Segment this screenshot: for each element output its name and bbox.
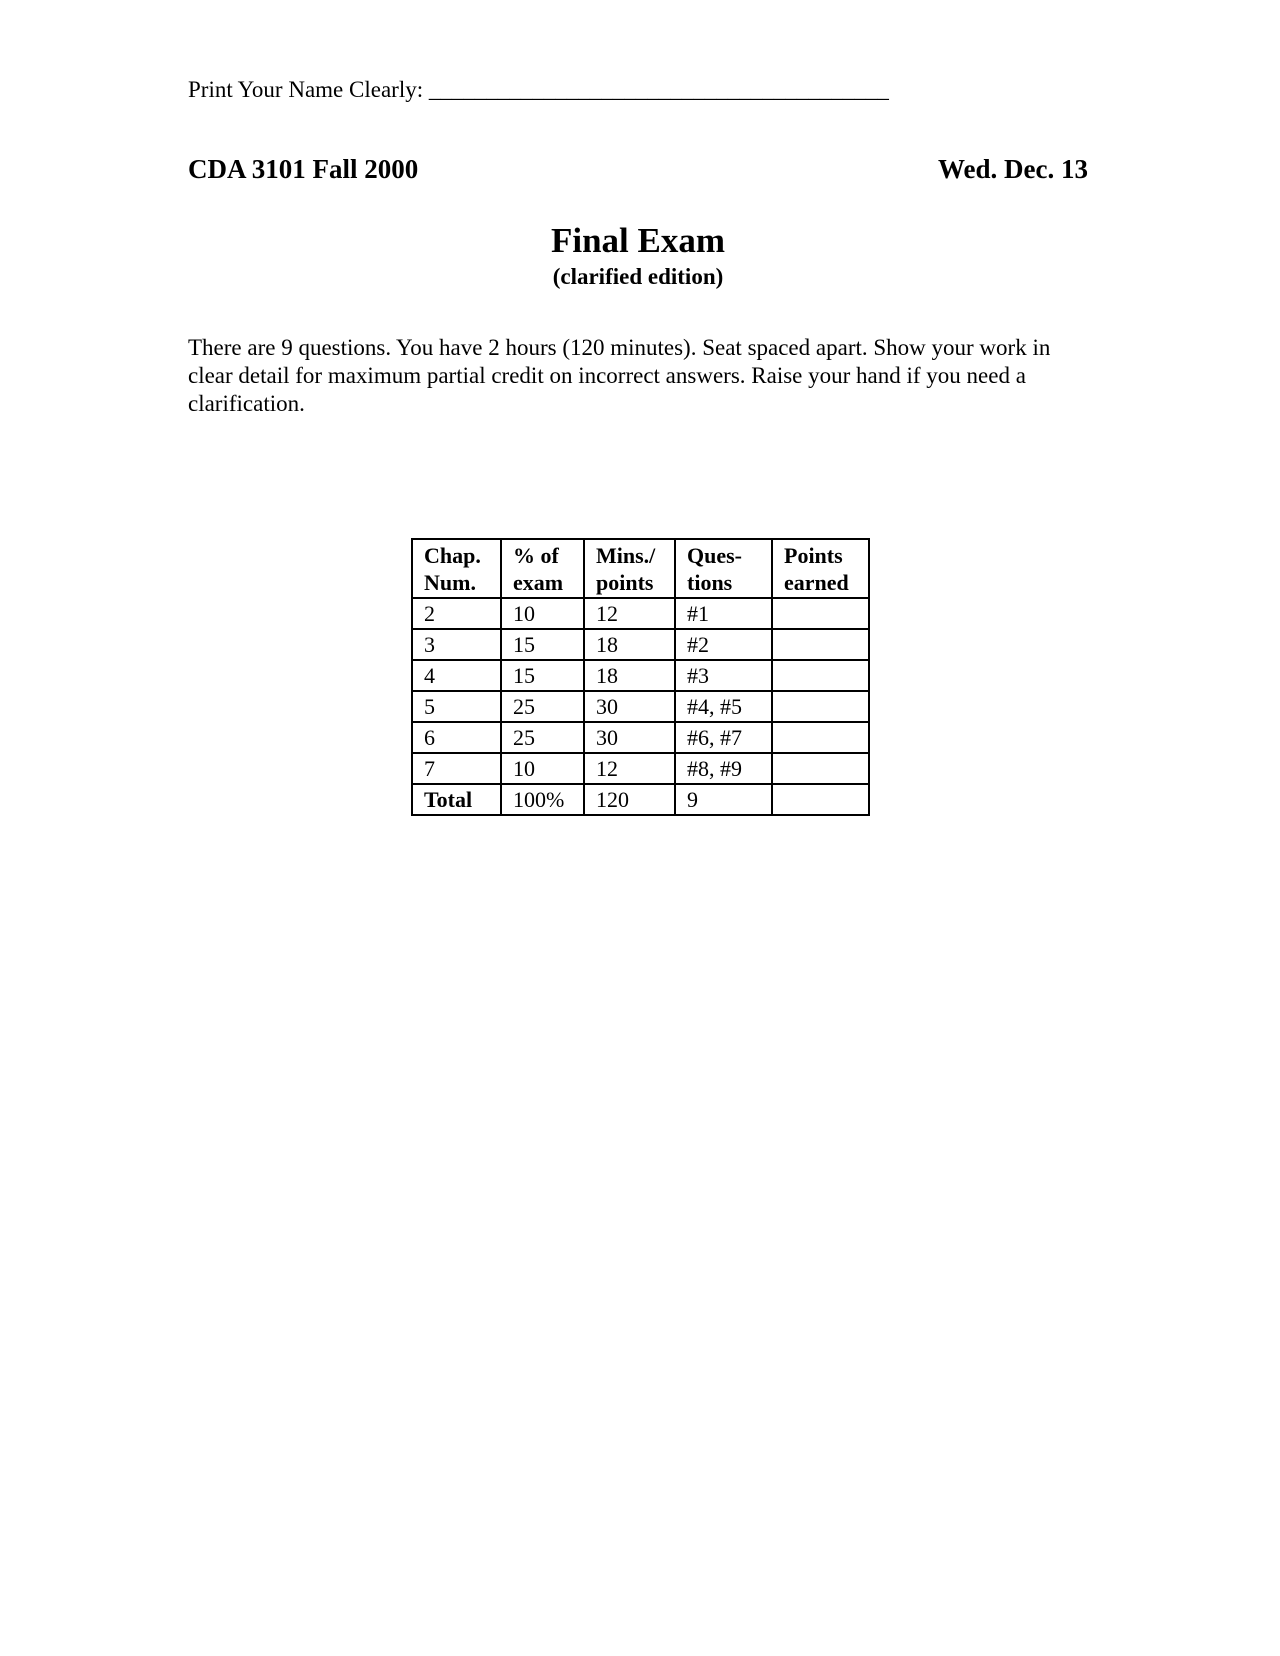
table-row (412, 629, 869, 660)
cell-chapter: 2 (412, 598, 501, 629)
cell-points-earned (772, 691, 869, 722)
cell-percent: 15 (501, 629, 584, 660)
grading-table (411, 538, 870, 816)
table-row (412, 753, 869, 784)
cell-percent: 25 (501, 691, 584, 722)
cell-chapter: 7 (412, 753, 501, 784)
header-chapter (412, 539, 501, 598)
cell-questions: #4, #5 (675, 691, 772, 722)
exam-date: Wed. Dec. 13 (938, 154, 1088, 184)
table-header-row (412, 539, 869, 598)
cell-chapter: 4 (412, 660, 501, 691)
cell-percent: 25 (501, 722, 584, 753)
table-row (412, 722, 869, 753)
header-chapter-line1: Chap. (424, 543, 481, 568)
header-questions (675, 539, 772, 598)
cell-minutes: 18 (584, 629, 675, 660)
cell-percent: 15 (501, 660, 584, 691)
cell-percent: 10 (501, 598, 584, 629)
header-percent-line2: exam (513, 570, 564, 595)
header-minutes-line1: Mins./ (596, 543, 656, 568)
cell-total-minutes: 120 (584, 784, 675, 815)
cell-points-earned (772, 598, 869, 629)
header-questions-line1: Ques- (687, 543, 742, 568)
cell-minutes: 12 (584, 753, 675, 784)
cell-questions: #8, #9 (675, 753, 772, 784)
table-total-row (412, 784, 869, 815)
name-prompt: Print Your Name Clearly: ________________________________________ (188, 77, 889, 102)
cell-chapter: 5 (412, 691, 501, 722)
instructions-paragraph: There are 9 questions. You have 2 hours (120 minutes). Seat spaced apart. Show your work in clear detail for maximum partial credit on incorrect answers. Raise your hand if you need a clarification. (188, 335, 1051, 416)
cell-points-earned (772, 753, 869, 784)
header-points-line1: Points (784, 543, 843, 568)
cell-points-earned (772, 722, 869, 753)
cell-points-earned (772, 629, 869, 660)
table-row (412, 691, 869, 722)
cell-total-questions: 9 (675, 784, 772, 815)
exam-subtitle: (clarified edition) (552, 264, 724, 289)
table-row (412, 598, 869, 629)
header-points-line2: earned (784, 570, 849, 595)
cell-chapter: 3 (412, 629, 501, 660)
header-minutes-line2: points (596, 570, 654, 595)
cell-total-points-earned (772, 784, 869, 815)
header-questions-line2: tions (687, 570, 733, 595)
cell-points-earned (772, 660, 869, 691)
cell-questions: #6, #7 (675, 722, 772, 753)
header-points-earned (772, 539, 869, 598)
cell-minutes: 30 (584, 722, 675, 753)
cell-minutes: 18 (584, 660, 675, 691)
header-percent-line1: % of (513, 543, 559, 568)
cell-total-percent: 100% (501, 784, 584, 815)
cell-questions: #3 (675, 660, 772, 691)
cell-questions: #2 (675, 629, 772, 660)
cell-minutes: 12 (584, 598, 675, 629)
cell-questions: #1 (675, 598, 772, 629)
exam-title: Final Exam (550, 221, 726, 260)
header-chapter-line2: Num. (424, 570, 476, 595)
header-minutes (584, 539, 675, 598)
cell-total-label: Total (412, 784, 501, 815)
course-title: CDA 3101 Fall 2000 (188, 154, 419, 184)
table-row (412, 660, 869, 691)
cell-chapter: 6 (412, 722, 501, 753)
header-percent (501, 539, 584, 598)
cell-minutes: 30 (584, 691, 675, 722)
cell-percent: 10 (501, 753, 584, 784)
